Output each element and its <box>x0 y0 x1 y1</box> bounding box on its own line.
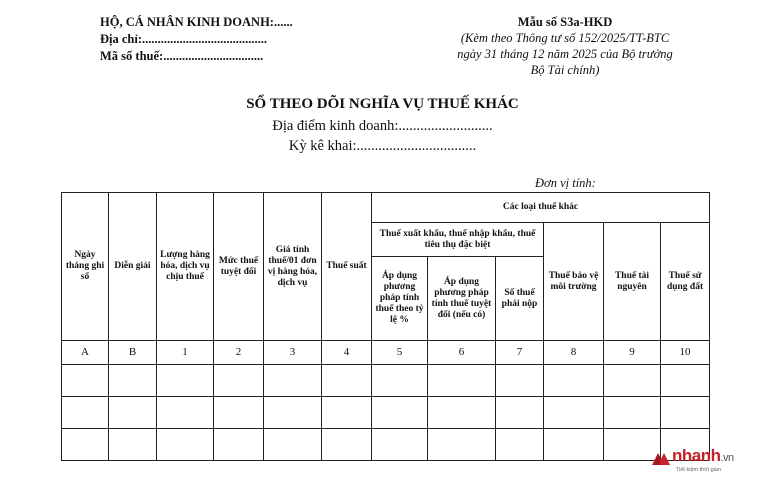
header-percentage-method: Áp dụng phương pháp tính thuế theo tỷ lệ % <box>372 257 428 341</box>
column-code-row <box>62 341 710 365</box>
table-cell <box>264 365 322 397</box>
brand-tld: .vn <box>720 452 734 464</box>
header-taxable-price: Giá tính thuế/01 đơn vị hàng hóa, dịch vụ <box>264 193 322 341</box>
column-code: 1 <box>157 341 214 365</box>
table-cell <box>62 429 109 461</box>
table-cell <box>428 397 496 429</box>
table-cell <box>157 365 214 397</box>
header-resource-tax: Thuế tài nguyên <box>604 223 661 341</box>
table-cell <box>372 429 428 461</box>
page-title: SỔ THEO DÕI NGHĨA VỤ THUẾ KHÁC <box>246 96 519 112</box>
table-cell <box>428 429 496 461</box>
column-code: 6 <box>428 341 496 365</box>
circular-reference: (Kèm theo Thông tư số 152/2025/TT-BTC <box>460 31 670 45</box>
header-absolute-rate: Mức thuế tuyệt đối <box>214 193 264 341</box>
header-land-use-tax: Thuế sử dụng đất <box>661 223 710 341</box>
column-code: A <box>62 341 109 365</box>
table-cell <box>372 397 428 429</box>
business-info-block <box>100 14 293 65</box>
brand-tagline: Tiết kiệm thời gian <box>676 467 721 473</box>
table-cell <box>428 365 496 397</box>
header-absolute-method: Áp dụng phương pháp tính thuế tuyệt đối (nếu có) <box>428 257 496 341</box>
header-tax-rate: Thuế suất <box>322 193 372 341</box>
nhanh-logo <box>650 446 760 476</box>
table-cell <box>214 429 264 461</box>
table-cell <box>214 365 264 397</box>
table-cell <box>322 397 372 429</box>
table-cell <box>109 365 157 397</box>
table-row <box>62 397 710 429</box>
table-cell <box>109 429 157 461</box>
table-cell <box>264 397 322 429</box>
table-cell <box>264 429 322 461</box>
header-description: Diễn giải <box>109 193 157 341</box>
column-code: 7 <box>496 341 544 365</box>
brand-name: nhanh <box>672 446 721 465</box>
header-other-taxes: Các loại thuế khác <box>372 193 710 223</box>
table-cell <box>544 429 604 461</box>
table-cell <box>322 429 372 461</box>
table-cell <box>604 397 661 429</box>
address-line: Địa chỉ:........................................ <box>100 32 268 46</box>
table-cell <box>322 365 372 397</box>
business-location-line: Địa điểm kinh doanh:.......................... <box>272 118 493 134</box>
issuing-ministry: Bộ Tài chính) <box>530 63 600 77</box>
unit-label: Đơn vị tính: <box>535 176 596 190</box>
table-cell <box>496 365 544 397</box>
form-info-block <box>420 14 710 78</box>
tax-ledger-table <box>61 192 710 461</box>
column-code: 8 <box>544 341 604 365</box>
tax-code-line: Mã số thuế:................................ <box>100 49 264 63</box>
column-code: 9 <box>604 341 661 365</box>
header-tax-payable: Số thuế phải nộp <box>496 257 544 341</box>
table-row <box>62 429 710 461</box>
table-cell <box>661 397 710 429</box>
table-cell <box>109 397 157 429</box>
table-cell <box>661 365 710 397</box>
form-number: Mẫu số S3a-HKD <box>517 15 613 29</box>
table-cell <box>604 365 661 397</box>
column-code: 2 <box>214 341 264 365</box>
table-cell <box>157 397 214 429</box>
header-trade-excise-taxes: Thuế xuất khẩu, thuế nhập khẩu, thuế tiêu thụ đặc biệt <box>372 223 544 257</box>
column-code: B <box>109 341 157 365</box>
header-taxable-quantity: Lượng hàng hóa, dịch vụ chịu thuế <box>157 193 214 341</box>
nhanh-logo-icon <box>650 448 672 468</box>
nhanh-logo-wordmark <box>672 446 734 466</box>
declaration-period-line: Kỳ kê khai:................................. <box>288 138 477 154</box>
header-environmental-tax: Thuế bảo vệ môi trường <box>544 223 604 341</box>
table-row <box>62 365 710 397</box>
table-cell <box>157 429 214 461</box>
table-cell <box>544 365 604 397</box>
table-cell <box>496 429 544 461</box>
table-cell <box>62 365 109 397</box>
column-code: 3 <box>264 341 322 365</box>
column-code: 5 <box>372 341 428 365</box>
table-cell <box>544 397 604 429</box>
circular-date: ngày 31 tháng 12 năm 2025 của Bộ trưởng <box>457 47 673 61</box>
column-code: 10 <box>661 341 710 365</box>
table-cell <box>372 365 428 397</box>
table-cell <box>62 397 109 429</box>
header-date: Ngày tháng ghi sổ <box>62 193 109 341</box>
header-row-1 <box>62 193 710 223</box>
column-code: 4 <box>322 341 372 365</box>
business-name-line: HỘ, CÁ NHÂN KINH DOANH:...... <box>100 15 293 29</box>
table-cell <box>496 397 544 429</box>
table-cell <box>214 397 264 429</box>
